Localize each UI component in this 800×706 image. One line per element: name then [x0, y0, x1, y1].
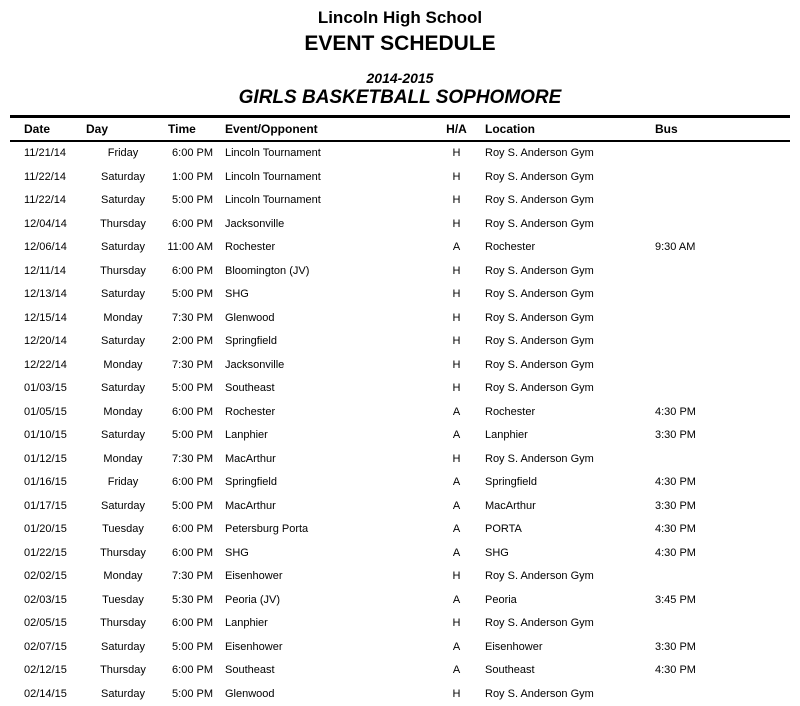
cell-bus — [650, 682, 790, 706]
cell-ha: H — [452, 147, 461, 160]
table-row — [10, 377, 790, 401]
cell-time: 5:00 PM — [172, 288, 213, 301]
cell-day: Friday — [107, 147, 139, 160]
cell-ha: A — [452, 476, 461, 489]
cell-ha: A — [452, 546, 461, 559]
cell-ha: A — [452, 241, 461, 254]
cell-bus — [650, 565, 790, 589]
cell-event: Rochester — [225, 405, 276, 418]
cell-ha: H — [452, 217, 461, 230]
cell-bus — [650, 141, 790, 166]
cell-event: SHG — [225, 288, 249, 301]
col-header-time: Time — [160, 116, 218, 141]
table-row — [10, 189, 790, 213]
table-row — [10, 424, 790, 448]
cell-ha: H — [452, 170, 461, 183]
cell-date: 02/05/15 — [24, 617, 67, 630]
cell-date: 02/14/15 — [24, 687, 67, 700]
cell-event: Lincoln Tournament — [225, 170, 321, 183]
cell-time: 6:00 PM — [172, 264, 213, 277]
cell-date: 01/05/15 — [24, 405, 67, 418]
cell-time: 1:00 PM — [172, 170, 213, 183]
cell-day: Monday — [103, 358, 143, 371]
cell-time: 6:00 PM — [172, 405, 213, 418]
cell-date: 01/20/15 — [24, 523, 67, 536]
cell-day: Monday — [103, 452, 143, 465]
cell-event: SHG — [225, 546, 249, 559]
cell-day: Saturday — [100, 499, 146, 512]
table-row — [10, 612, 790, 636]
cell-day: Thursday — [100, 664, 146, 677]
cell-ha: H — [452, 382, 461, 395]
cell-time: 7:30 PM — [172, 452, 213, 465]
cell-bus — [650, 306, 790, 330]
cell-ha: A — [452, 405, 461, 418]
season-label: 2014-2015 — [366, 69, 434, 86]
cell-bus: 4:30 PM — [655, 476, 696, 489]
cell-time: 7:30 PM — [172, 570, 213, 583]
cell-date: 02/02/15 — [24, 570, 67, 583]
cell-time: 7:30 PM — [172, 311, 213, 324]
cell-loc: Roy S. Anderson Gym — [485, 617, 594, 630]
cell-day: Saturday — [100, 241, 146, 254]
cell-time: 6:00 PM — [172, 476, 213, 489]
cell-time: 6:00 PM — [172, 617, 213, 630]
cell-loc: Roy S. Anderson Gym — [485, 687, 594, 700]
table-row — [10, 494, 790, 518]
cell-date: 11/22/14 — [24, 170, 67, 183]
school-name: Lincoln High School — [317, 8, 483, 27]
cell-event: Glenwood — [225, 687, 275, 700]
cell-day: Monday — [103, 311, 143, 324]
cell-date: 01/16/15 — [24, 476, 67, 489]
cell-event: Lanphier — [225, 617, 268, 630]
table-row — [10, 353, 790, 377]
cell-day: Thursday — [100, 617, 146, 630]
cell-event: Eisenhower — [225, 570, 283, 583]
page-title: EVENT SCHEDULE — [304, 32, 496, 56]
cell-loc: Roy S. Anderson Gym — [485, 382, 594, 395]
cell-bus — [650, 189, 790, 213]
cell-day: Thursday — [100, 546, 146, 559]
cell-ha: H — [452, 617, 461, 630]
cell-ha: H — [452, 452, 461, 465]
cell-loc: Rochester — [485, 241, 536, 254]
col-header-home-away: H/A — [443, 116, 470, 141]
cell-day: Saturday — [100, 170, 146, 183]
cell-ha: H — [452, 311, 461, 324]
cell-date: 12/06/14 — [24, 241, 67, 254]
cell-event: MacArthur — [225, 452, 276, 465]
cell-time: 5:00 PM — [172, 194, 213, 207]
cell-bus — [650, 165, 790, 189]
cell-event: Springfield — [225, 335, 277, 348]
cell-day: Saturday — [100, 335, 146, 348]
cell-loc: Peoria — [485, 593, 517, 606]
cell-loc: Roy S. Anderson Gym — [485, 311, 594, 324]
cell-loc: Roy S. Anderson Gym — [485, 570, 594, 583]
cell-loc: Southeast — [485, 664, 535, 677]
cell-date: 12/22/14 — [24, 358, 67, 371]
cell-day: Thursday — [100, 217, 146, 230]
cell-event: Peoria (JV) — [225, 593, 281, 606]
cell-bus — [650, 330, 790, 354]
cell-time: 5:00 PM — [172, 499, 213, 512]
cell-date: 12/20/14 — [24, 335, 67, 348]
cell-date: 01/22/15 — [24, 546, 67, 559]
cell-bus: 4:30 PM — [655, 664, 696, 677]
table-row — [10, 518, 790, 542]
cell-ha: H — [452, 194, 461, 207]
cell-event: Bloomington (JV) — [225, 264, 310, 277]
col-header-date: Date — [10, 116, 86, 141]
cell-ha: A — [452, 593, 461, 606]
cell-day: Tuesday — [102, 593, 144, 606]
cell-loc: Rochester — [485, 405, 536, 418]
cell-ha: H — [452, 264, 461, 277]
cell-date: 01/12/15 — [24, 452, 67, 465]
table-row — [10, 400, 790, 424]
col-header-day: Day — [86, 116, 160, 141]
table-row — [10, 682, 790, 706]
col-header-bus: Bus — [650, 116, 790, 141]
cell-loc: Roy S. Anderson Gym — [485, 335, 594, 348]
cell-bus — [650, 283, 790, 307]
cell-ha: A — [452, 523, 461, 536]
cell-event: Springfield — [225, 476, 277, 489]
cell-ha: A — [452, 640, 461, 653]
table-row — [10, 236, 790, 260]
cell-bus: 3:30 PM — [655, 640, 696, 653]
cell-ha: H — [452, 358, 461, 371]
cell-time: 2:00 PM — [172, 335, 213, 348]
table-row — [10, 541, 790, 565]
cell-loc: Roy S. Anderson Gym — [485, 288, 594, 301]
cell-ha: A — [452, 429, 461, 442]
cell-loc: Roy S. Anderson Gym — [485, 194, 594, 207]
cell-bus — [650, 212, 790, 236]
table-row — [10, 259, 790, 283]
cell-event: Southeast — [225, 382, 275, 395]
col-header-event: Event/Opponent — [218, 116, 443, 141]
cell-event: Rochester — [225, 241, 276, 254]
cell-day: Monday — [103, 405, 143, 418]
table-row — [10, 659, 790, 683]
cell-day: Saturday — [100, 687, 146, 700]
cell-bus: 4:30 PM — [655, 546, 696, 559]
cell-bus — [650, 377, 790, 401]
cell-loc: Roy S. Anderson Gym — [485, 170, 594, 183]
cell-day: Thursday — [100, 264, 146, 277]
cell-bus: 3:45 PM — [655, 593, 696, 606]
table-row — [10, 447, 790, 471]
cell-event: Jacksonville — [225, 217, 285, 230]
cell-date: 01/03/15 — [24, 382, 67, 395]
table-row — [10, 565, 790, 589]
cell-event: MacArthur — [225, 499, 276, 512]
table-row — [10, 330, 790, 354]
cell-ha: H — [452, 570, 461, 583]
cell-day: Saturday — [100, 382, 146, 395]
cell-ha: A — [452, 664, 461, 677]
cell-event: Eisenhower — [225, 640, 283, 653]
cell-day: Friday — [107, 476, 139, 489]
team-label: GIRLS BASKETBALL SOPHOMORE — [238, 86, 562, 108]
cell-time: 6:00 PM — [172, 664, 213, 677]
cell-day: Saturday — [100, 194, 146, 207]
cell-date: 01/10/15 — [24, 429, 67, 442]
table-row — [10, 306, 790, 330]
cell-loc: Roy S. Anderson Gym — [485, 217, 594, 230]
col-header-location: Location — [470, 116, 650, 141]
table-row — [10, 141, 790, 166]
cell-time: 11:00 AM — [167, 241, 213, 254]
cell-event: Lincoln Tournament — [225, 194, 321, 207]
cell-bus: 4:30 PM — [655, 405, 696, 418]
cell-time: 6:00 PM — [172, 217, 213, 230]
cell-day: Saturday — [100, 288, 146, 301]
cell-date: 12/13/14 — [24, 288, 67, 301]
schedule-rows — [10, 141, 790, 706]
cell-loc: SHG — [485, 546, 509, 559]
cell-loc: Roy S. Anderson Gym — [485, 147, 594, 160]
cell-event: Glenwood — [225, 311, 275, 324]
cell-ha: A — [452, 499, 461, 512]
cell-time: 5:00 PM — [172, 640, 213, 653]
cell-day: Monday — [103, 570, 143, 583]
table-row — [10, 212, 790, 236]
cell-loc: Springfield — [485, 476, 537, 489]
cell-date: 12/04/14 — [24, 217, 67, 230]
table-row — [10, 635, 790, 659]
header-row — [10, 116, 790, 141]
cell-bus — [650, 612, 790, 636]
cell-loc: Lanphier — [485, 429, 528, 442]
cell-day: Saturday — [100, 640, 146, 653]
cell-day: Tuesday — [102, 523, 144, 536]
cell-event: Lanphier — [225, 429, 268, 442]
cell-date: 12/15/14 — [24, 311, 67, 324]
cell-bus: 3:30 PM — [655, 499, 696, 512]
cell-time: 6:00 PM — [172, 546, 213, 559]
cell-loc: Eisenhower — [485, 640, 543, 653]
cell-date: 11/21/14 — [24, 147, 67, 160]
cell-event: Jacksonville — [225, 358, 285, 371]
cell-day: Saturday — [100, 429, 146, 442]
cell-date: 01/17/15 — [24, 499, 67, 512]
table-row — [10, 165, 790, 189]
cell-ha: H — [452, 687, 461, 700]
cell-date: 12/11/14 — [24, 264, 67, 277]
cell-bus — [650, 259, 790, 283]
cell-loc: Roy S. Anderson Gym — [485, 264, 594, 277]
cell-ha: H — [452, 335, 461, 348]
table-row — [10, 283, 790, 307]
cell-time: 5:30 PM — [172, 593, 213, 606]
cell-loc: Roy S. Anderson Gym — [485, 452, 594, 465]
cell-bus: 4:30 PM — [655, 523, 696, 536]
cell-loc: PORTA — [485, 523, 522, 536]
cell-time: 5:00 PM — [172, 429, 213, 442]
cell-bus — [650, 447, 790, 471]
cell-event: Lincoln Tournament — [225, 147, 321, 160]
cell-date: 02/07/15 — [24, 640, 67, 653]
cell-event: Southeast — [225, 664, 275, 677]
cell-bus: 3:30 PM — [655, 429, 696, 442]
table-row — [10, 588, 790, 612]
cell-time: 6:00 PM — [172, 523, 213, 536]
cell-loc: Roy S. Anderson Gym — [485, 358, 594, 371]
cell-bus — [650, 353, 790, 377]
cell-event: Petersburg Porta — [225, 523, 309, 536]
cell-date: 11/22/14 — [24, 194, 67, 207]
table-header — [10, 116, 790, 141]
schedule-table — [10, 115, 790, 706]
cell-loc: MacArthur — [485, 499, 536, 512]
table-row — [10, 471, 790, 495]
cell-time: 5:00 PM — [172, 687, 213, 700]
cell-ha: H — [452, 288, 461, 301]
cell-date: 02/03/15 — [24, 593, 67, 606]
cell-time: 6:00 PM — [172, 147, 213, 160]
cell-bus: 9:30 AM — [655, 241, 696, 254]
cell-date: 02/12/15 — [24, 664, 67, 677]
cell-time: 7:30 PM — [172, 358, 213, 371]
cell-time: 5:00 PM — [172, 382, 213, 395]
